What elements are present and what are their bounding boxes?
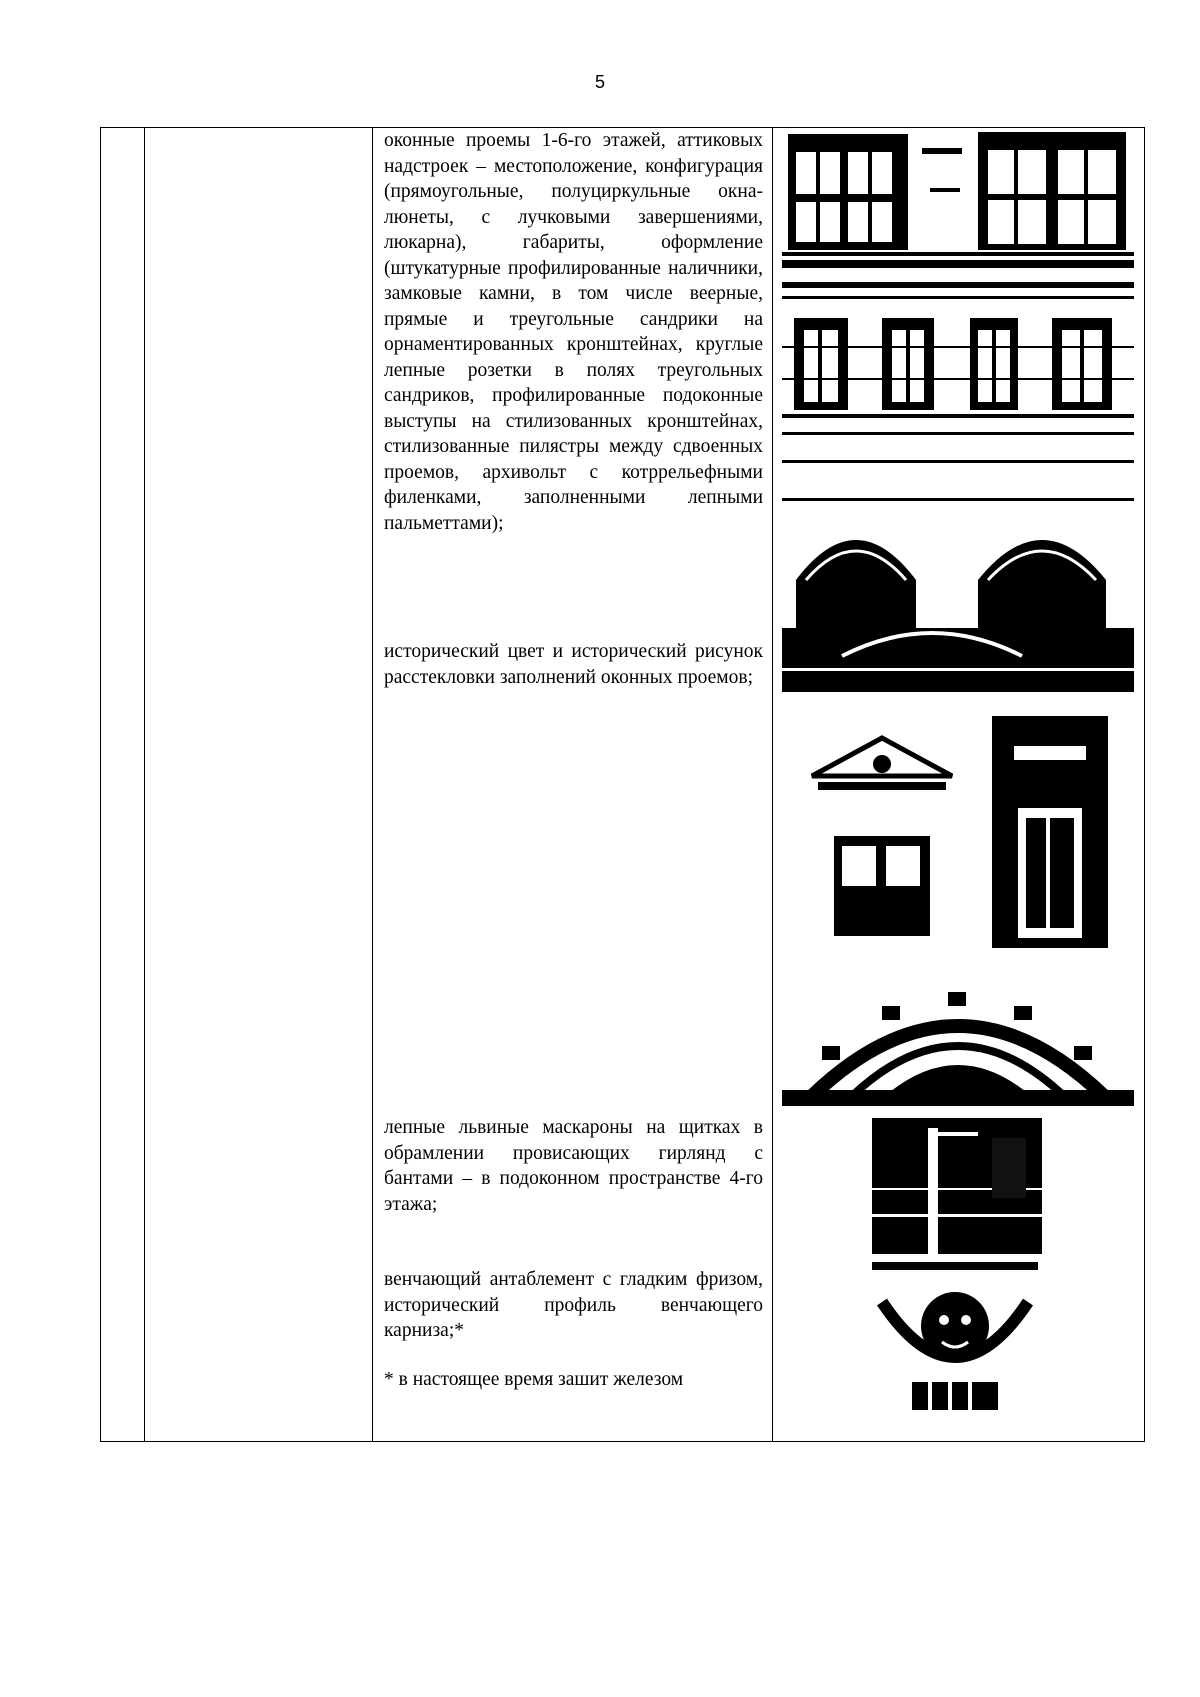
photo-upper-windows xyxy=(782,128,1134,268)
photo-sandrik-windows xyxy=(782,282,1134,442)
page-number: 5 xyxy=(594,72,605,92)
photo-pediment-windows xyxy=(782,716,1134,948)
photo-window-balcony xyxy=(872,1118,1042,1254)
column-divider-1 xyxy=(144,127,145,1442)
column-divider-3 xyxy=(772,127,773,1442)
text-entablature: венчающий антаблемент с гладким фризом, исторический профиль венчающего карниза;* xyxy=(384,1269,763,1341)
photo-lion-mascaron xyxy=(872,1262,1038,1410)
text-lion-mascarons: лепные львиные маскароны на щитках в обрамлении провисающих гирлянд с бантами – в подоконном пространстве 4-го этажа; xyxy=(384,1117,763,1215)
text-footnote: * в настоящее время зашит железом xyxy=(384,1369,684,1390)
text-window-openings: оконные проемы 1-6-го этажей, аттиковых надстроек – местоположение, конфигурация (прямоугольные, полуциркульные окна-люнеты, с лучковыми завершениями, люкарна), габариты, оформление (штукатурные профилированные наличники, замковые камни, в том числе веерные, прямые и треугольные сандрики на орнаментированных кронштейнах, круглые лепные розетки в полях треугольных сандриков, профилированные подоконные выступы на стилизованных кронштейнах, стилизованные пилястры между сдвоенных проемов, архивольт с котррельефными филенками, заполненными лепными пальметтами); xyxy=(384,130,763,534)
text-glazing-pattern: исторический цвет и исторический рисунок расстекловки заполнений оконных проемов; xyxy=(384,641,763,688)
photo-archivolt-lunette xyxy=(782,966,1134,1106)
column-divider-2 xyxy=(372,127,373,1442)
photo-arched-windows xyxy=(782,460,1134,692)
